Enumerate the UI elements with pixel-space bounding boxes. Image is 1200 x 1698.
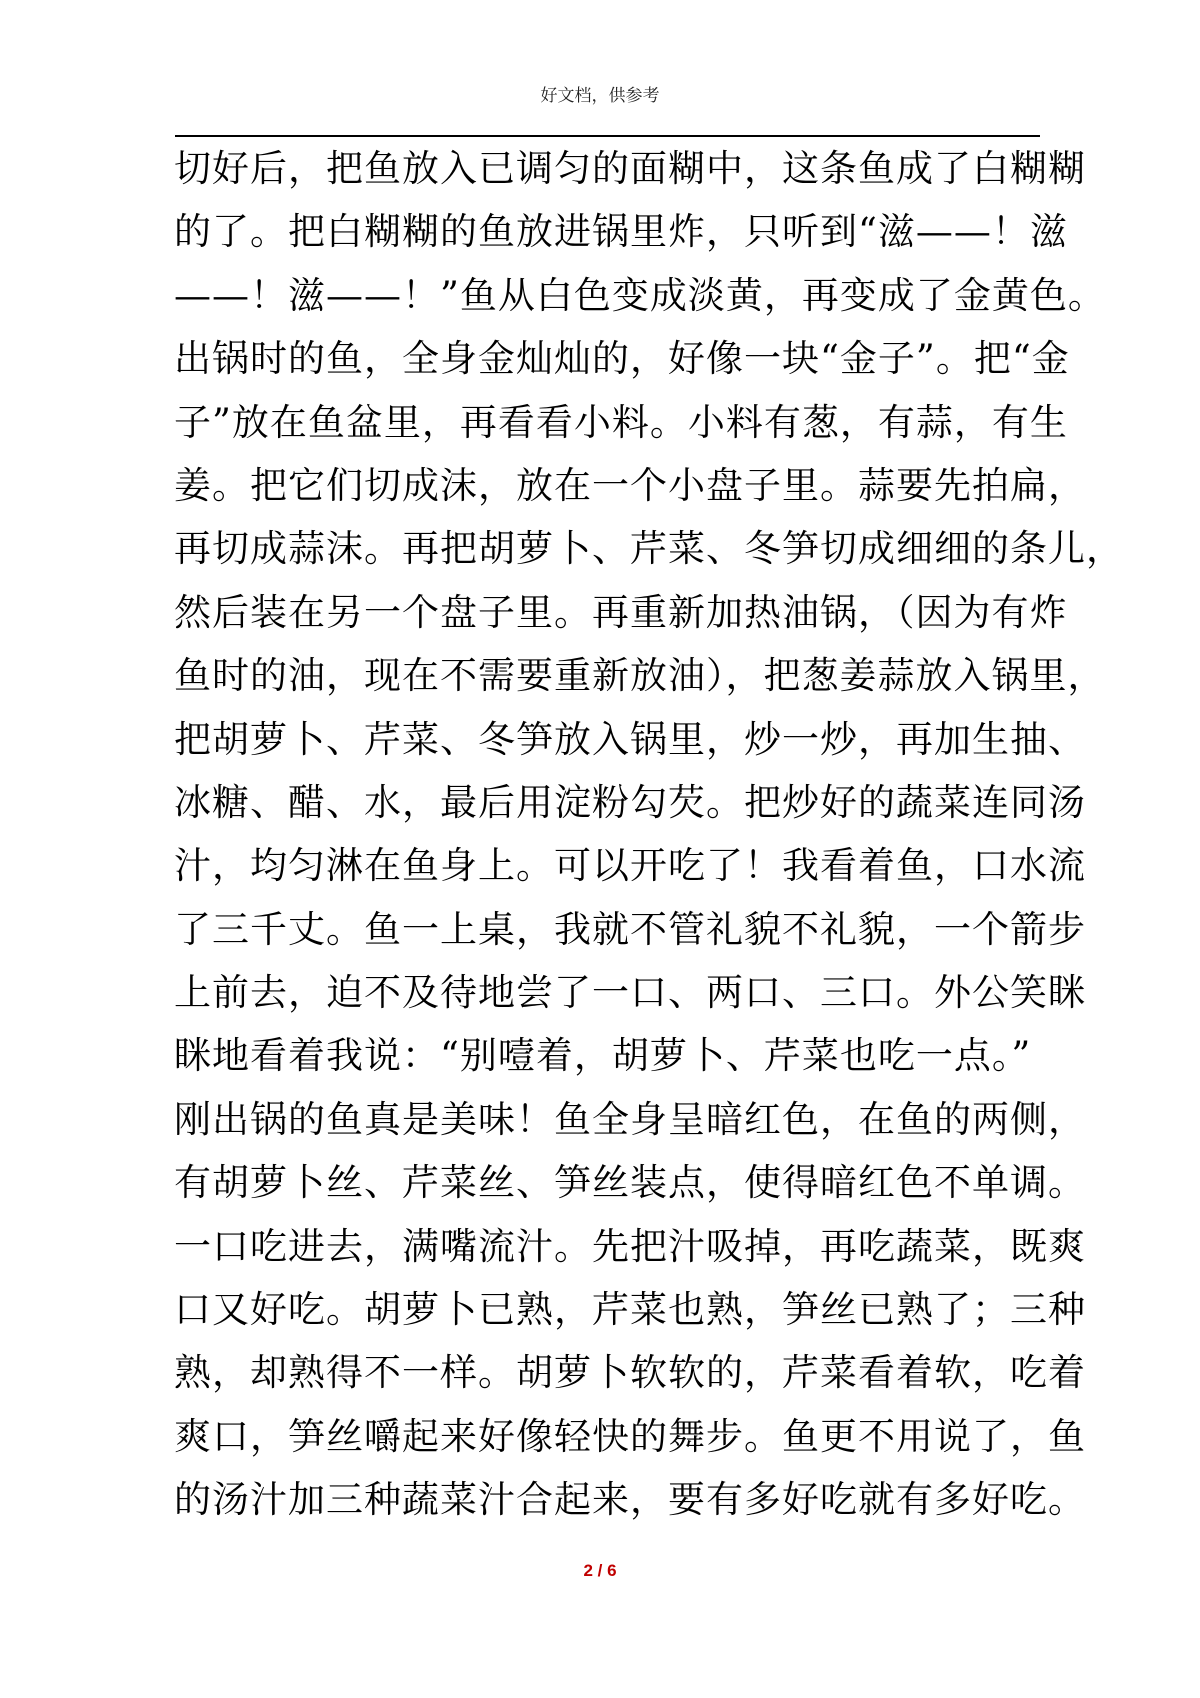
text-line: 把胡萝卜、芹菜、冬笋放入锅里，炒一炒，再加生抽、 (174, 717, 1086, 761)
document-body (174, 137, 1124, 1532)
text-line: 有胡萝卜丝、芹菜丝、笋丝装点，使得暗红色不单调。 (174, 1161, 1086, 1205)
text-line: 了三千丈。鱼一上桌，我就不管礼貌不礼貌，一个箭步 (174, 907, 1086, 951)
text-line: 口又好吃。胡萝卜已熟，芹菜也熟，笋丝已熟了；三种 (174, 1288, 1086, 1332)
text-line: 的汤汁加三种蔬菜汁合起来，要有多好吃就有多好吃。 (174, 1478, 1086, 1522)
text-line: 一口吃进去，满嘴流汁。先把汁吸掉，再吃蔬菜，既爽 (174, 1224, 1086, 1268)
text-line: 上前去，迫不及待地尝了一口、两口、三口。外公笑眯 (174, 971, 1086, 1015)
page-header: 好文档，供参考 (540, 86, 660, 106)
text-line: 的了。把白糊糊的鱼放进锅里炸，只听到“滋——！滋 (174, 210, 1068, 254)
text-line: 鱼时的油，现在不需要重新放油），把葱姜蒜放入锅里， (174, 654, 1106, 698)
text-line: 爽口，笋丝嚼起来好像轻快的舞步。鱼更不用说了，鱼 (174, 1414, 1086, 1458)
text-line: 子”放在鱼盆里，再看看小料。小料有葱，有蒜，有生 (174, 400, 1068, 444)
text-line: 冰糖、醋、水，最后用淀粉勾芡。把炒好的蔬菜连同汤 (174, 780, 1086, 824)
text-line: 眯地看着我说：“别噎着，胡萝卜、芹菜也吃一点。” (174, 1034, 1032, 1078)
text-line: 熟，却熟得不一样。胡萝卜软软的，芹菜看着软，吃着 (174, 1351, 1086, 1395)
text-line: 姜。把它们切成沫，放在一个小盘子里。蒜要先拍扁， (174, 463, 1086, 507)
text-line: 切好后，把鱼放入已调匀的面糊中，这条鱼成了白糊糊 (174, 147, 1086, 190)
text-line: 刚出锅的鱼真是美味！鱼全身呈暗红色，在鱼的两侧， (174, 1097, 1086, 1141)
text-line: 再切成蒜沫。再把胡萝卜、芹菜、冬笋切成细细的条儿， (174, 527, 1124, 571)
text-line: 汁，均匀淋在鱼身上。可以开吃了！我看着鱼，口水流 (174, 844, 1086, 888)
text-line: 然后装在另一个盘子里。再重新加热油锅，（因为有炸 (174, 590, 1068, 634)
text-line: 出锅时的鱼，全身金灿灿的，好像一块“金子”。把“金 (174, 337, 1070, 381)
page-number: 2 / 6 (583, 1561, 617, 1580)
text-line: ——！滋——！”鱼从白色变成淡黄，再变成了金黄色。 (174, 273, 1106, 317)
